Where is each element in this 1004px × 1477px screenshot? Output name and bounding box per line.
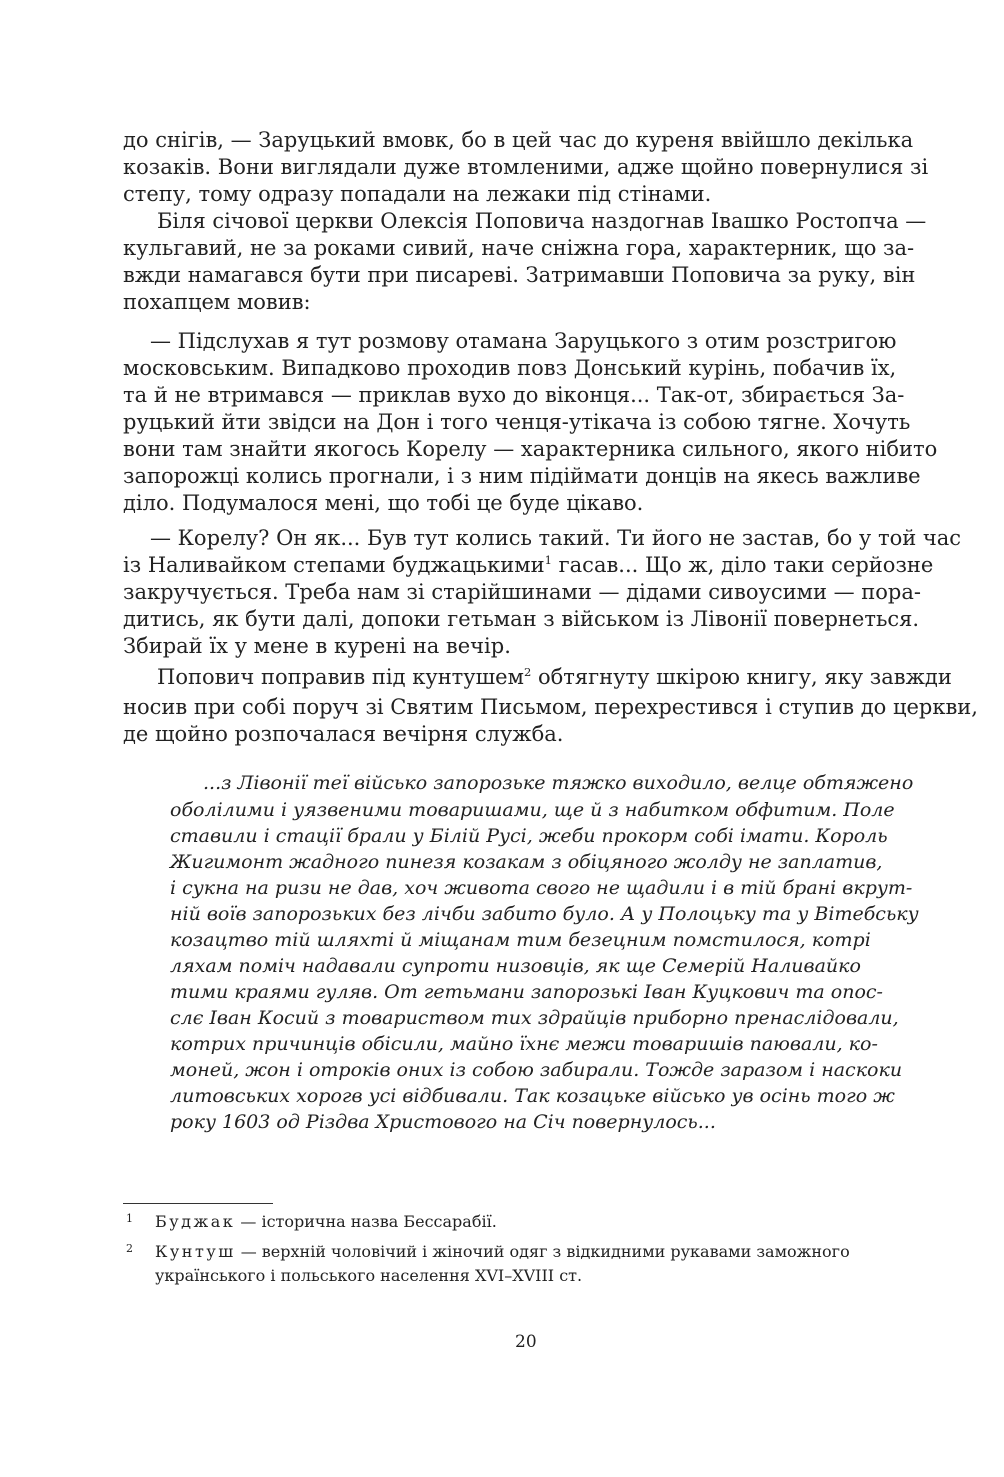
body-line-text: із Наливайком степами буджацькими [123,553,545,577]
quote-line: ставили і стації брали у Білій Русі, жеби прокорм собі імати. Король [170,825,888,847]
footnote-text: — історична назва Бессарабії. [235,1212,497,1231]
body-line: — Корелу? Он як... Був тут колись такий. Ти його не застав, бо у той час [150,526,962,550]
quote-line: ...з Лівонії теї військо запорозьке тяжко виходило, велце обтяжено [203,772,914,794]
body-line: дитись, як бути далі, допоки гетьман з військом із Лівонії повернеться. [123,607,920,631]
body-line: руцький йти звідси на Дон і того ченця-утікача із собою тягне. Хочуть [123,410,911,434]
footnote-ref-2: 2 [523,665,532,679]
body-line: запорожці колись прогнали, і з ним підіймати донців на якесь важливе [123,464,921,488]
body-line: кульгавий, не за роками сивий, наче сніжна гора, характерник, що за- [123,236,915,260]
footnote-number: 1 [126,1212,133,1225]
quote-line: слє Іван Косий з товариством тих здрайців приборно пренаслідовали, [170,1007,899,1029]
quote-line: моней, жон і отроків оних із собою забирали. Тожде заразом і наскоки [170,1059,903,1081]
body-line: Збирай їх у мене в курені на вечір. [123,634,511,658]
body-line: — Підслухав я тут розмову отамана Заруцького з отим розстригою [150,329,897,353]
body-line: та й не втримався — приклав вухо до віконця... Так-от, збирається За- [123,383,905,407]
footnote-term: Буджак [155,1212,236,1231]
footnote-ref-1: 1 [544,553,552,567]
body-line: закручується. Треба нам зі старійшинами — дідами сивоусими — пора- [123,580,921,604]
quote-line: козацтво тій шляхті й міщанам тим безецним помстилося, котрі [170,929,871,951]
body-line: носив при собі поруч зі Святим Письмом, перехрестився і ступив до церкви, [123,695,978,719]
quote-line: литовських хорогв усі відбивали. Так козацьке військо ув осінь того ж [170,1085,895,1107]
footnote-divider [123,1203,273,1204]
quote-line: ній воїв запорозьких без лічби забито було. А у Полоцьку та у Вітебську [170,903,919,925]
body-line: Біля січової церкви Олексія Поповича наздогнав Івашко Ростопча — [157,209,927,233]
quote-line: року 1603 од Різдва Христового на Січ повернулось... [170,1111,716,1133]
body-line: діло. Подумалося мені, що тобі це буде цікаво. [123,491,644,515]
footnote-text: — верхній чоловічий і жіночий одяг з відкидними рукавами заможного [235,1242,850,1261]
body-line: вжди намагався бути при писареві. Затримавши Поповича за руку, він [123,263,916,287]
footnote-2-continued: українського і польського населення XVI–XVIII ст. [155,1266,583,1285]
quote-line: тими краями гуляв. От гетьмани запорозькі Іван Куцкович та опос- [170,981,883,1003]
quote-line: і сукна на ризи не дав, хоч живота свого не щадили і в тій брані вкрут- [170,877,913,899]
body-line: де щойно розпочалася вечірня служба. [123,722,564,746]
quote-line: котрих причинців обісили, майно їхнє межи товаришів паювали, ко- [170,1033,878,1055]
body-line [157,667,952,688]
body-line: степу, тому одразу попадали на лежаки під стінами. [123,182,712,206]
body-line: вони там знайти якогось Корелу — характерника сильного, якого нібито [123,437,938,461]
body-line: похапцем мовив: [123,290,311,314]
body-line-text: гасав... Що ж, діло таки серйозне [551,553,934,577]
footnote-number: 2 [126,1242,133,1255]
quote-line: Жигимонт жадного пинезя козакам з обіцяного жолду не заплатив, [170,851,883,873]
body-line: козаків. Вони виглядали дуже втомленими, адже щойно повернулися зі [123,155,929,179]
footnote-1 [155,1214,497,1230]
footnote-2 [155,1244,850,1260]
body-line: московським. Випадково проходив повз Донський курінь, побачив їх, [123,356,897,380]
page-number: 20 [515,1332,537,1352]
body-line [123,555,933,576]
quote-line: оболілими і уязвеними товаришами, ще й з набитком обфитим. Поле [170,799,895,821]
body-line-text: Попович поправив під кунтушем [157,665,524,689]
body-line: до снігів, — Заруцький вмовк, бо в цей час до куреня ввійшло декілька [123,128,914,152]
body-line-text: обтягнуту шкірою книгу, яку завжди [531,665,952,689]
quote-line: ляхам поміч надавали супроти низовців, як ще Семерій Наливайко [170,955,861,977]
footnote-term: Кунтуш [155,1242,236,1261]
